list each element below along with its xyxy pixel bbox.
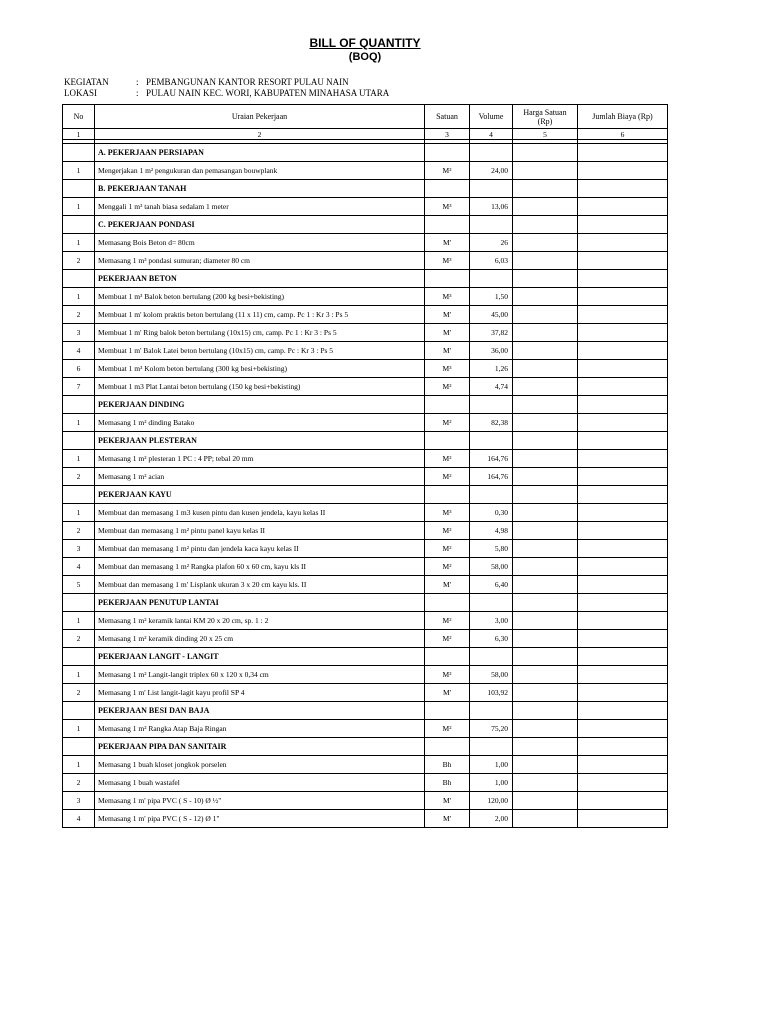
meta-value: PULAU NAIN KEC. WORI, KABUPATEN MINAHASA UTARA	[146, 88, 390, 98]
table-row	[63, 468, 668, 486]
table-row	[63, 540, 668, 558]
cell-harga-satuan	[513, 486, 578, 504]
cell-volume: 58,00	[470, 558, 513, 576]
cell-uraian: Membuat 1 m' kolom praktis beton bertulang (11 x 11) cm, camp. Pc 1 : Kr 3 : Ps 5	[95, 306, 425, 324]
cell-satuan: M²	[425, 630, 470, 648]
section-header-row	[63, 270, 668, 288]
cell-no: 6	[63, 360, 95, 378]
header-jumlah-biaya: Jumlah Biaya (Rp)	[578, 105, 668, 129]
cell-jumlah-biaya	[578, 486, 668, 504]
cell-satuan: M'	[425, 234, 470, 252]
column-index: 6	[578, 129, 668, 140]
cell-volume: 4,74	[470, 378, 513, 396]
cell-jumlah-biaya	[578, 360, 668, 378]
column-index: 3	[425, 129, 470, 140]
cell-uraian: Memasang 1 m² Rangka Atap Baja Ringan	[95, 720, 425, 738]
cell-no: 1	[63, 234, 95, 252]
table-row	[63, 612, 668, 630]
cell-jumlah-biaya	[578, 324, 668, 342]
cell-volume	[470, 738, 513, 756]
cell-harga-satuan	[513, 198, 578, 216]
cell-jumlah-biaya	[578, 522, 668, 540]
cell-jumlah-biaya	[578, 342, 668, 360]
cell-satuan: M²	[425, 540, 470, 558]
cell-uraian: Membuat dan memasang 1 m² pintu panel kayu kelas II	[95, 522, 425, 540]
cell-satuan: M'	[425, 306, 470, 324]
cell-no: 4	[63, 558, 95, 576]
table-row	[63, 504, 668, 522]
cell-jumlah-biaya	[578, 666, 668, 684]
cell-harga-satuan	[513, 504, 578, 522]
cell-volume: 4,98	[470, 522, 513, 540]
cell-jumlah-biaya	[578, 720, 668, 738]
cell-no	[63, 702, 95, 720]
cell-satuan: M³	[425, 252, 470, 270]
table-row	[63, 630, 668, 648]
cell-harga-satuan	[513, 162, 578, 180]
cell-uraian: Membuat 1 m³ Kolom beton bertulang (300 kg besi+bekisting)	[95, 360, 425, 378]
column-index: 2	[95, 129, 425, 140]
cell-no: 2	[63, 306, 95, 324]
cell-no: 3	[63, 324, 95, 342]
cell-harga-satuan	[513, 810, 578, 828]
cell-uraian: Memasang 1 m² acian	[95, 468, 425, 486]
cell-harga-satuan	[513, 270, 578, 288]
cell-volume: 5,80	[470, 540, 513, 558]
cell-satuan: M²	[425, 450, 470, 468]
cell-harga-satuan	[513, 684, 578, 702]
table-row	[63, 378, 668, 396]
cell-uraian: Memasang 1 m' pipa PVC ( S - 12) Ø 1"	[95, 810, 425, 828]
cell-no: 1	[63, 288, 95, 306]
cell-uraian: Membuat 1 m³ Balok beton bertulang (200 kg besi+bekisting)	[95, 288, 425, 306]
cell-volume: 0,30	[470, 504, 513, 522]
cell-harga-satuan	[513, 180, 578, 198]
table-row	[63, 162, 668, 180]
cell-jumlah-biaya	[578, 648, 668, 666]
cell-harga-satuan	[513, 360, 578, 378]
section-header-row	[63, 594, 668, 612]
cell-uraian: Membuat dan memasang 1 m' Lisplank ukuran 3 x 20 cm kayu kls. II	[95, 576, 425, 594]
cell-harga-satuan	[513, 612, 578, 630]
cell-satuan: M²	[425, 720, 470, 738]
cell-volume	[470, 180, 513, 198]
cell-no: 3	[63, 792, 95, 810]
cell-harga-satuan	[513, 414, 578, 432]
section-title: PEKERJAAN DINDING	[95, 396, 425, 414]
cell-no: 4	[63, 342, 95, 360]
cell-jumlah-biaya	[578, 180, 668, 198]
cell-no: 1	[63, 414, 95, 432]
cell-volume: 3,00	[470, 612, 513, 630]
table-row	[63, 684, 668, 702]
cell-satuan: M³	[425, 198, 470, 216]
table-header-row	[63, 105, 668, 129]
cell-volume	[470, 486, 513, 504]
cell-volume: 2,00	[470, 810, 513, 828]
cell-harga-satuan	[513, 720, 578, 738]
cell-uraian: Membuat dan memasang 1 m² pintu dan jendela kaca kayu kelas II	[95, 540, 425, 558]
cell-satuan	[425, 180, 470, 198]
cell-no	[63, 144, 95, 162]
cell-no	[63, 738, 95, 756]
cell-no: 1	[63, 162, 95, 180]
cell-volume: 75,20	[470, 720, 513, 738]
cell-uraian: Membuat dan memasang 1 m3 kusen pintu dan kusen jendela, kayu kelas II	[95, 504, 425, 522]
section-title: PEKERJAAN LANGIT - LANGIT	[95, 648, 425, 666]
cell-jumlah-biaya	[578, 198, 668, 216]
cell-no: 7	[63, 378, 95, 396]
cell-satuan: M'	[425, 576, 470, 594]
cell-no: 4	[63, 810, 95, 828]
header-no: No	[63, 105, 95, 129]
cell-jumlah-biaya	[578, 684, 668, 702]
cell-volume: 1,50	[470, 288, 513, 306]
cell-volume: 58,00	[470, 666, 513, 684]
cell-harga-satuan	[513, 144, 578, 162]
cell-no: 1	[63, 756, 95, 774]
section-header-row	[63, 702, 668, 720]
cell-uraian: Memasang 1 m² Langit-langit triplex 60 x 120 x 0,34 cm	[95, 666, 425, 684]
cell-satuan: M²	[425, 414, 470, 432]
cell-no: 2	[63, 684, 95, 702]
section-title: PEKERJAAN PIPA DAN SANITAIR	[95, 738, 425, 756]
boq-table	[62, 104, 668, 828]
table-row	[63, 756, 668, 774]
cell-harga-satuan	[513, 558, 578, 576]
cell-harga-satuan	[513, 756, 578, 774]
cell-uraian: Membuat 1 m' Ring balok beton bertulang (10x15) cm, camp. Pc 1 : Kr 3 : Ps 5	[95, 324, 425, 342]
cell-volume	[470, 702, 513, 720]
cell-jumlah-biaya	[578, 756, 668, 774]
cell-volume	[470, 432, 513, 450]
cell-harga-satuan	[513, 594, 578, 612]
cell-satuan: M²	[425, 162, 470, 180]
cell-jumlah-biaya	[578, 162, 668, 180]
cell-satuan	[425, 486, 470, 504]
cell-volume: 120,00	[470, 792, 513, 810]
cell-harga-satuan	[513, 630, 578, 648]
meta-row-lokasi	[64, 88, 389, 99]
cell-jumlah-biaya	[578, 594, 668, 612]
cell-uraian: Memasang 1 m' List langit-lagit kayu profil SP 4	[95, 684, 425, 702]
cell-satuan: M'	[425, 342, 470, 360]
cell-jumlah-biaya	[578, 306, 668, 324]
header-satuan: Satuan	[425, 105, 470, 129]
cell-volume: 45,00	[470, 306, 513, 324]
table-row	[63, 792, 668, 810]
cell-satuan	[425, 216, 470, 234]
cell-uraian: Menggali 1 m³ tanah biasa sedalam 1 meter	[95, 198, 425, 216]
table-row	[63, 306, 668, 324]
cell-no	[63, 180, 95, 198]
cell-jumlah-biaya	[578, 738, 668, 756]
cell-uraian: Memasang 1 m² keramik lantai KM 20 x 20 cm, sp. 1 : 2	[95, 612, 425, 630]
cell-harga-satuan	[513, 666, 578, 684]
cell-satuan	[425, 648, 470, 666]
cell-no: 2	[63, 630, 95, 648]
cell-volume: 26	[470, 234, 513, 252]
cell-satuan: M'	[425, 792, 470, 810]
document-subtitle: (BOQ)	[348, 51, 382, 63]
cell-jumlah-biaya	[578, 288, 668, 306]
cell-volume: 13,06	[470, 198, 513, 216]
cell-no	[63, 432, 95, 450]
cell-uraian: Memasang 1 buah wastafel	[95, 774, 425, 792]
cell-satuan: M²	[425, 468, 470, 486]
cell-satuan	[425, 270, 470, 288]
table-row	[63, 810, 668, 828]
cell-jumlah-biaya	[578, 432, 668, 450]
table-row	[63, 198, 668, 216]
cell-volume: 1,26	[470, 360, 513, 378]
cell-satuan: M³	[425, 288, 470, 306]
cell-satuan	[425, 702, 470, 720]
project-info	[64, 77, 389, 99]
cell-uraian: Membuat 1 m3 Plat Lantai beton bertulang (150 kg besi+bekisting)	[95, 378, 425, 396]
header-volume: Volume	[470, 105, 513, 129]
cell-jumlah-biaya	[578, 630, 668, 648]
cell-no: 5	[63, 576, 95, 594]
meta-key: LOKASI	[64, 88, 97, 98]
section-title: C. PEKERJAAN PONDASI	[95, 216, 425, 234]
cell-no: 2	[63, 522, 95, 540]
cell-satuan: M²	[425, 666, 470, 684]
column-index: 4	[470, 129, 513, 140]
cell-satuan: M'	[425, 810, 470, 828]
cell-jumlah-biaya	[578, 252, 668, 270]
table-row	[63, 252, 668, 270]
cell-no: 2	[63, 252, 95, 270]
cell-satuan: Bh	[425, 756, 470, 774]
cell-uraian: Memasang 1 m² dinding Batako	[95, 414, 425, 432]
section-header-row	[63, 396, 668, 414]
cell-uraian: Membuat 1 m' Balok Latei beton bertulang (10x15) cm, camp. Pc : Kr 3 : Ps 5	[95, 342, 425, 360]
cell-volume: 1,00	[470, 756, 513, 774]
cell-harga-satuan	[513, 288, 578, 306]
cell-uraian: Memasang 1 m² keramik dinding 20 x 25 cm	[95, 630, 425, 648]
cell-harga-satuan	[513, 702, 578, 720]
cell-harga-satuan	[513, 324, 578, 342]
cell-jumlah-biaya	[578, 234, 668, 252]
cell-jumlah-biaya	[578, 144, 668, 162]
cell-volume: 37,82	[470, 324, 513, 342]
cell-no: 1	[63, 198, 95, 216]
cell-volume	[470, 144, 513, 162]
cell-jumlah-biaya	[578, 450, 668, 468]
cell-no: 3	[63, 540, 95, 558]
cell-jumlah-biaya	[578, 270, 668, 288]
table-row	[63, 342, 668, 360]
meta-key: KEGIATAN	[64, 77, 109, 87]
cell-uraian: Memasang Bois Beton d= 80cm	[95, 234, 425, 252]
cell-satuan: M²	[425, 612, 470, 630]
cell-harga-satuan	[513, 342, 578, 360]
cell-no: 1	[63, 450, 95, 468]
cell-harga-satuan	[513, 432, 578, 450]
section-header-row	[63, 738, 668, 756]
table-row	[63, 522, 668, 540]
section-title: A. PEKERJAAN PERSIAPAN	[95, 144, 425, 162]
cell-volume: 103,92	[470, 684, 513, 702]
cell-no: 2	[63, 774, 95, 792]
cell-jumlah-biaya	[578, 414, 668, 432]
cell-no: 1	[63, 612, 95, 630]
cell-no	[63, 486, 95, 504]
cell-no: 1	[63, 666, 95, 684]
cell-satuan: M'	[425, 324, 470, 342]
table-row	[63, 414, 668, 432]
cell-jumlah-biaya	[578, 378, 668, 396]
cell-jumlah-biaya	[578, 702, 668, 720]
boq-table-body	[63, 105, 668, 828]
section-title: B. PEKERJAAN TANAH	[95, 180, 425, 198]
cell-harga-satuan	[513, 450, 578, 468]
cell-satuan	[425, 144, 470, 162]
cell-no: 1	[63, 504, 95, 522]
meta-value: PEMBANGUNAN KANTOR RESORT PULAU NAIN	[146, 77, 349, 87]
table-row	[63, 360, 668, 378]
cell-volume	[470, 270, 513, 288]
cell-volume: 1,00	[470, 774, 513, 792]
cell-satuan: M³	[425, 504, 470, 522]
cell-no	[63, 648, 95, 666]
cell-volume	[470, 216, 513, 234]
cell-no: 1	[63, 720, 95, 738]
cell-volume: 24,00	[470, 162, 513, 180]
section-title: PEKERJAAN BETON	[95, 270, 425, 288]
section-header-row	[63, 486, 668, 504]
section-header-row	[63, 432, 668, 450]
document-title: BILL OF QUANTITY	[309, 36, 421, 50]
cell-no	[63, 216, 95, 234]
cell-harga-satuan	[513, 576, 578, 594]
cell-satuan	[425, 432, 470, 450]
cell-volume: 6,30	[470, 630, 513, 648]
table-row	[63, 234, 668, 252]
cell-satuan: Bh	[425, 774, 470, 792]
cell-volume: 36,00	[470, 342, 513, 360]
cell-jumlah-biaya	[578, 558, 668, 576]
section-title: PEKERJAAN KAYU	[95, 486, 425, 504]
column-index: 1	[63, 129, 95, 140]
cell-jumlah-biaya	[578, 396, 668, 414]
cell-uraian: Mengerjakan 1 m² pengukuran dan pemasangan bouwplank	[95, 162, 425, 180]
cell-volume: 6,03	[470, 252, 513, 270]
cell-satuan	[425, 594, 470, 612]
cell-jumlah-biaya	[578, 810, 668, 828]
header-harga-satuan: Harga Satuan (Rp)	[513, 105, 578, 129]
meta-colon: :	[136, 88, 139, 98]
section-header-row	[63, 648, 668, 666]
section-header-row	[63, 180, 668, 198]
meta-row-kegiatan	[64, 77, 389, 88]
cell-uraian: Memasang 1 m² plesteran 1 PC : 4 PP; tebal 20 mm	[95, 450, 425, 468]
cell-harga-satuan	[513, 216, 578, 234]
cell-satuan: M³	[425, 360, 470, 378]
cell-no	[63, 270, 95, 288]
column-index: 5	[513, 129, 578, 140]
cell-no: 2	[63, 468, 95, 486]
table-row	[63, 324, 668, 342]
cell-harga-satuan	[513, 396, 578, 414]
table-row	[63, 576, 668, 594]
cell-harga-satuan	[513, 234, 578, 252]
cell-satuan: M²	[425, 558, 470, 576]
table-index-row	[63, 129, 668, 140]
cell-jumlah-biaya	[578, 540, 668, 558]
table-row	[63, 666, 668, 684]
table-row	[63, 450, 668, 468]
cell-harga-satuan	[513, 738, 578, 756]
cell-harga-satuan	[513, 774, 578, 792]
table-row	[63, 720, 668, 738]
header-uraian: Uraian Pekerjaan	[95, 105, 425, 129]
cell-uraian: Memasang 1 buah kloset jongkok porselen	[95, 756, 425, 774]
cell-volume: 164,76	[470, 450, 513, 468]
cell-volume	[470, 594, 513, 612]
section-header-row	[63, 216, 668, 234]
cell-jumlah-biaya	[578, 468, 668, 486]
cell-harga-satuan	[513, 378, 578, 396]
table-row	[63, 558, 668, 576]
cell-jumlah-biaya	[578, 774, 668, 792]
cell-volume: 6,40	[470, 576, 513, 594]
cell-harga-satuan	[513, 540, 578, 558]
cell-harga-satuan	[513, 306, 578, 324]
table-row	[63, 288, 668, 306]
cell-harga-satuan	[513, 252, 578, 270]
cell-satuan: M²	[425, 378, 470, 396]
cell-volume	[470, 648, 513, 666]
cell-no	[63, 396, 95, 414]
cell-harga-satuan	[513, 468, 578, 486]
cell-satuan: M²	[425, 522, 470, 540]
cell-volume: 82,38	[470, 414, 513, 432]
cell-harga-satuan	[513, 792, 578, 810]
cell-jumlah-biaya	[578, 792, 668, 810]
cell-satuan	[425, 396, 470, 414]
section-title: PEKERJAAN PENUTUP LANTAI	[95, 594, 425, 612]
section-title: PEKERJAAN PLESTERAN	[95, 432, 425, 450]
cell-uraian: Memasang 1 m³ pondasi sumuran; diameter 80 cm	[95, 252, 425, 270]
cell-jumlah-biaya	[578, 612, 668, 630]
meta-colon: :	[136, 77, 139, 87]
section-title: PEKERJAAN BESI DAN BAJA	[95, 702, 425, 720]
table-row	[63, 774, 668, 792]
cell-uraian: Memasang 1 m' pipa PVC ( S - 10) Ø ½"	[95, 792, 425, 810]
section-header-row	[63, 144, 668, 162]
cell-volume: 164,76	[470, 468, 513, 486]
cell-uraian: Membuat dan memasang 1 m² Rangka plafon 60 x 60 cm, kayu kls II	[95, 558, 425, 576]
cell-harga-satuan	[513, 522, 578, 540]
cell-harga-satuan	[513, 648, 578, 666]
cell-satuan: M'	[425, 684, 470, 702]
cell-volume	[470, 396, 513, 414]
cell-satuan	[425, 738, 470, 756]
cell-jumlah-biaya	[578, 216, 668, 234]
cell-jumlah-biaya	[578, 576, 668, 594]
cell-jumlah-biaya	[578, 504, 668, 522]
cell-no	[63, 594, 95, 612]
